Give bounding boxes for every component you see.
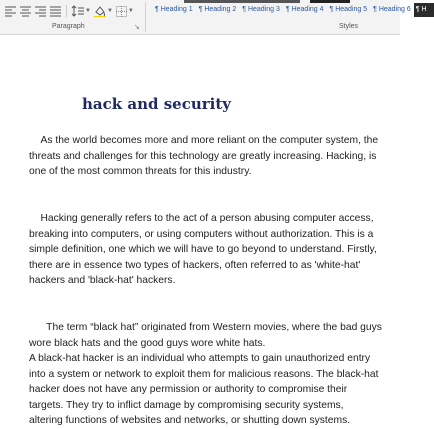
paragraph-hacking-definition: Hacking generally refers to the act of a person abusing computer access, breaking into computers, or using computers without authorization. This is a simple definition, one which we will have to go beyond to understand. Firstly, there are in essence two types of hackers, often referred to as 'white-hat' hackers and 'black-hat' hackers. bbox=[29, 213, 377, 286]
style-heading-6[interactable]: ¶ Heading 6 bbox=[373, 6, 411, 13]
styles-group-label: Styles bbox=[339, 23, 359, 30]
borders-icon[interactable] bbox=[116, 4, 134, 18]
ribbon bbox=[0, 0, 427, 35]
align-center-icon[interactable] bbox=[19, 4, 31, 18]
paragraph-dialog-launcher-icon[interactable]: ↘ bbox=[134, 24, 140, 31]
style-heading-7-partial[interactable]: ¶ H bbox=[414, 3, 434, 17]
document-page[interactable] bbox=[0, 35, 400, 426]
paragraph-tools bbox=[0, 3, 134, 19]
toolbar-separator bbox=[66, 5, 67, 17]
chevron-down-icon[interactable]: ▼ bbox=[127, 8, 134, 14]
chevron-down-icon[interactable]: ▼ bbox=[106, 8, 113, 14]
style-heading-5[interactable]: ¶ Heading 5 bbox=[329, 6, 368, 13]
style-heading-3[interactable]: ¶ Heading 3 bbox=[242, 6, 280, 13]
document-title: hack and security bbox=[82, 95, 231, 113]
paragraph-group-label: Paragraph bbox=[52, 23, 85, 30]
style-heading-1[interactable]: ¶ Heading 1 bbox=[155, 6, 193, 13]
align-left-icon[interactable] bbox=[4, 4, 16, 18]
style-heading-4[interactable]: ¶ Heading 4 bbox=[285, 6, 324, 13]
paragraph-intro: As the world becomes more and more reliant on the computer system, the threats and challenges for this technology are greatly increasing. Hacking, is one of the most common threats for this industry. bbox=[29, 135, 379, 177]
chevron-down-icon[interactable]: ▼ bbox=[85, 8, 91, 14]
align-right-icon[interactable] bbox=[34, 4, 46, 18]
justify-icon[interactable] bbox=[49, 4, 61, 18]
style-heading-2[interactable]: ¶ Heading 2 bbox=[198, 6, 237, 13]
shading-icon[interactable] bbox=[94, 4, 113, 18]
styles-gallery bbox=[152, 0, 427, 20]
line-spacing-icon[interactable] bbox=[72, 4, 91, 18]
paragraph-black-hat: The term “black hat” originated from Western movies, where the bad guys wore black hats and the good guys wore white hats. A black-hat hacker is an individual who attempts to gain unauthorized entry into a system or network to exploit them for malicious reasons. The black-hat hacker does not have any permission or authority to compromise their targets. They try to inflict damage by compromising security systems, altering functions of websites and networks, or shutting down systems. bbox=[29, 322, 382, 426]
ribbon-group-divider bbox=[145, 2, 146, 32]
